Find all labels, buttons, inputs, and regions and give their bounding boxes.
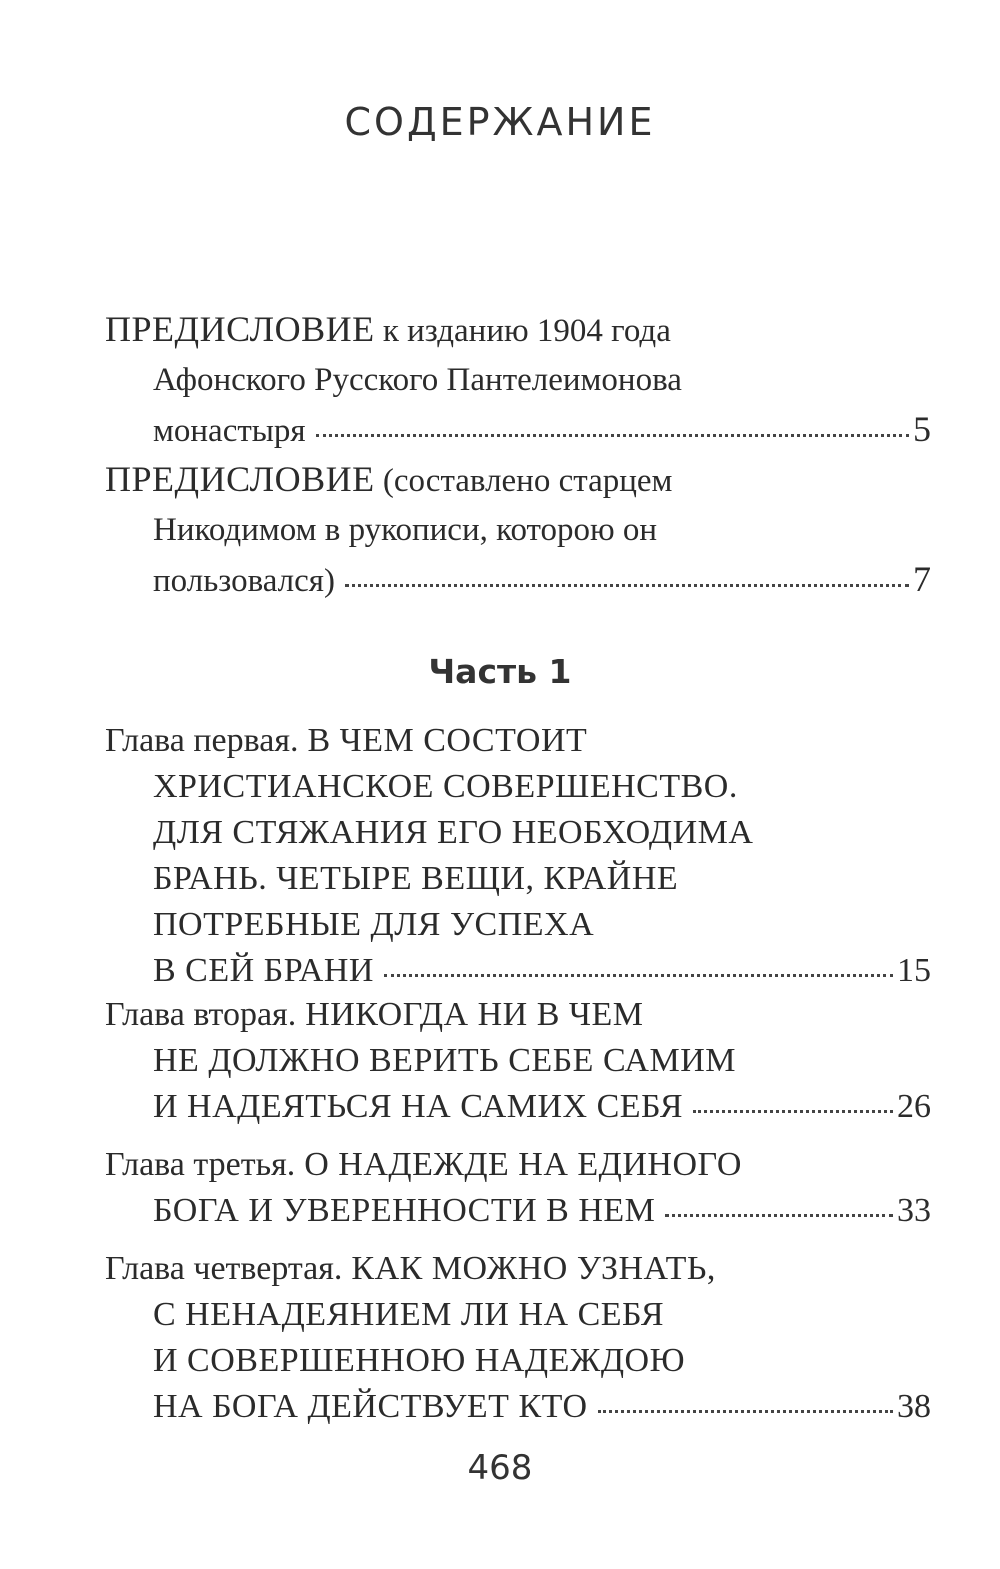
chapter-title: О НАДЕЖДЕ НА ЕДИНОГО [295, 1146, 742, 1183]
toc-entry-line [105, 1246, 931, 1292]
entry-text: Афонского Русского Пантелеимонова [153, 362, 682, 398]
toc-entry-last-line [105, 405, 931, 456]
toc-entry-last-line [105, 1188, 931, 1234]
dot-leader [693, 1110, 893, 1113]
toc-entry-chapter-4[interactable] [105, 1246, 931, 1430]
toc-entry-line [105, 455, 931, 506]
chapter-label: Глава третья. [105, 1146, 296, 1183]
chapter-title: НА БОГА ДЕЙСТВУЕТ КТО [153, 1388, 588, 1425]
toc-entry-last-line [105, 1084, 931, 1130]
dot-leader [665, 1214, 893, 1217]
chapter-label: Глава четвертая. [105, 1250, 343, 1287]
page-number: 26 [897, 1088, 931, 1125]
page-number: 15 [897, 952, 931, 989]
entry-text: пользовался) [153, 563, 335, 599]
toc-entry-last-line [105, 1384, 931, 1430]
entry-text: (составлено старцем [374, 463, 673, 499]
chapter-title: КАК МОЖНО УЗНАТЬ, [342, 1250, 716, 1287]
chapter-title: НИКОГДА НИ В ЧЕМ [296, 996, 644, 1033]
toc-entry-preface-1[interactable] [105, 305, 931, 456]
page-number: 38 [897, 1388, 931, 1425]
dot-leader [345, 584, 909, 587]
dot-leader [384, 974, 893, 977]
toc-entry-last-line [105, 555, 931, 606]
chapter-title: И НАДЕЯТЬСЯ НА САМИХ СЕБЯ [153, 1088, 684, 1125]
page-number: 7 [913, 559, 931, 599]
chapter-title: БОГА И УВЕРЕННОСТИ В НЕМ [153, 1192, 656, 1229]
toc-entry-line [105, 305, 931, 356]
chapter-title: В СЕЙ БРАНИ [153, 952, 374, 989]
entry-text: монастыря [153, 413, 306, 449]
entry-text: Никодимом в рукописи, которою он [153, 512, 658, 548]
toc-entry-last-line [105, 948, 931, 994]
page-number: 5 [913, 409, 931, 449]
toc-entry-chapter-3[interactable] [105, 1142, 931, 1234]
entry-lead: ПРЕДИСЛОВИЕ [105, 459, 375, 499]
chapter-label: Глава вторая. [105, 996, 297, 1033]
chapter-title: В ЧЕМ СОСТОИТ [298, 722, 588, 759]
dot-leader [598, 1410, 893, 1413]
page-number: 33 [897, 1192, 931, 1229]
entry-lead: ПРЕДИСЛОВИЕ [105, 309, 375, 349]
toc-entry-line [105, 1142, 931, 1188]
dot-leader [316, 434, 909, 437]
chapter-title: С НЕНАДЕЯНИЕМ ЛИ НА СЕБЯ [153, 1296, 665, 1333]
chapter-title: БРАНЬ. ЧЕТЫРЕ ВЕЩИ, КРАЙНЕ [153, 860, 679, 897]
toc-entry-chapter-2[interactable] [105, 992, 931, 1130]
part-heading: Часть 1 [428, 652, 572, 691]
folio-page-number: 468 [467, 1448, 533, 1488]
chapter-title: ХРИСТИАНСКОЕ СОВЕРШЕНСТВО. [153, 768, 738, 805]
chapter-title: ПОТРЕБНЫЕ ДЛЯ УСПЕХА [153, 906, 595, 943]
entry-text: к изданию 1904 года [374, 313, 671, 349]
toc-entry-line [105, 992, 931, 1038]
chapter-title: ДЛЯ СТЯЖАНИЯ ЕГО НЕОБХОДИМА [153, 814, 754, 851]
toc-entry-preface-2[interactable] [105, 455, 931, 606]
page-title: СОДЕРЖАНИЕ [344, 100, 656, 144]
toc-entry-chapter-1[interactable] [105, 718, 931, 994]
chapter-title: И СОВЕРШЕННОЮ НАДЕЖДОЮ [153, 1342, 686, 1379]
chapter-label: Глава первая. [105, 722, 299, 759]
toc-entry-line [105, 718, 931, 764]
chapter-title: НЕ ДОЛЖНО ВЕРИТЬ СЕБЕ САМИМ [153, 1042, 736, 1079]
